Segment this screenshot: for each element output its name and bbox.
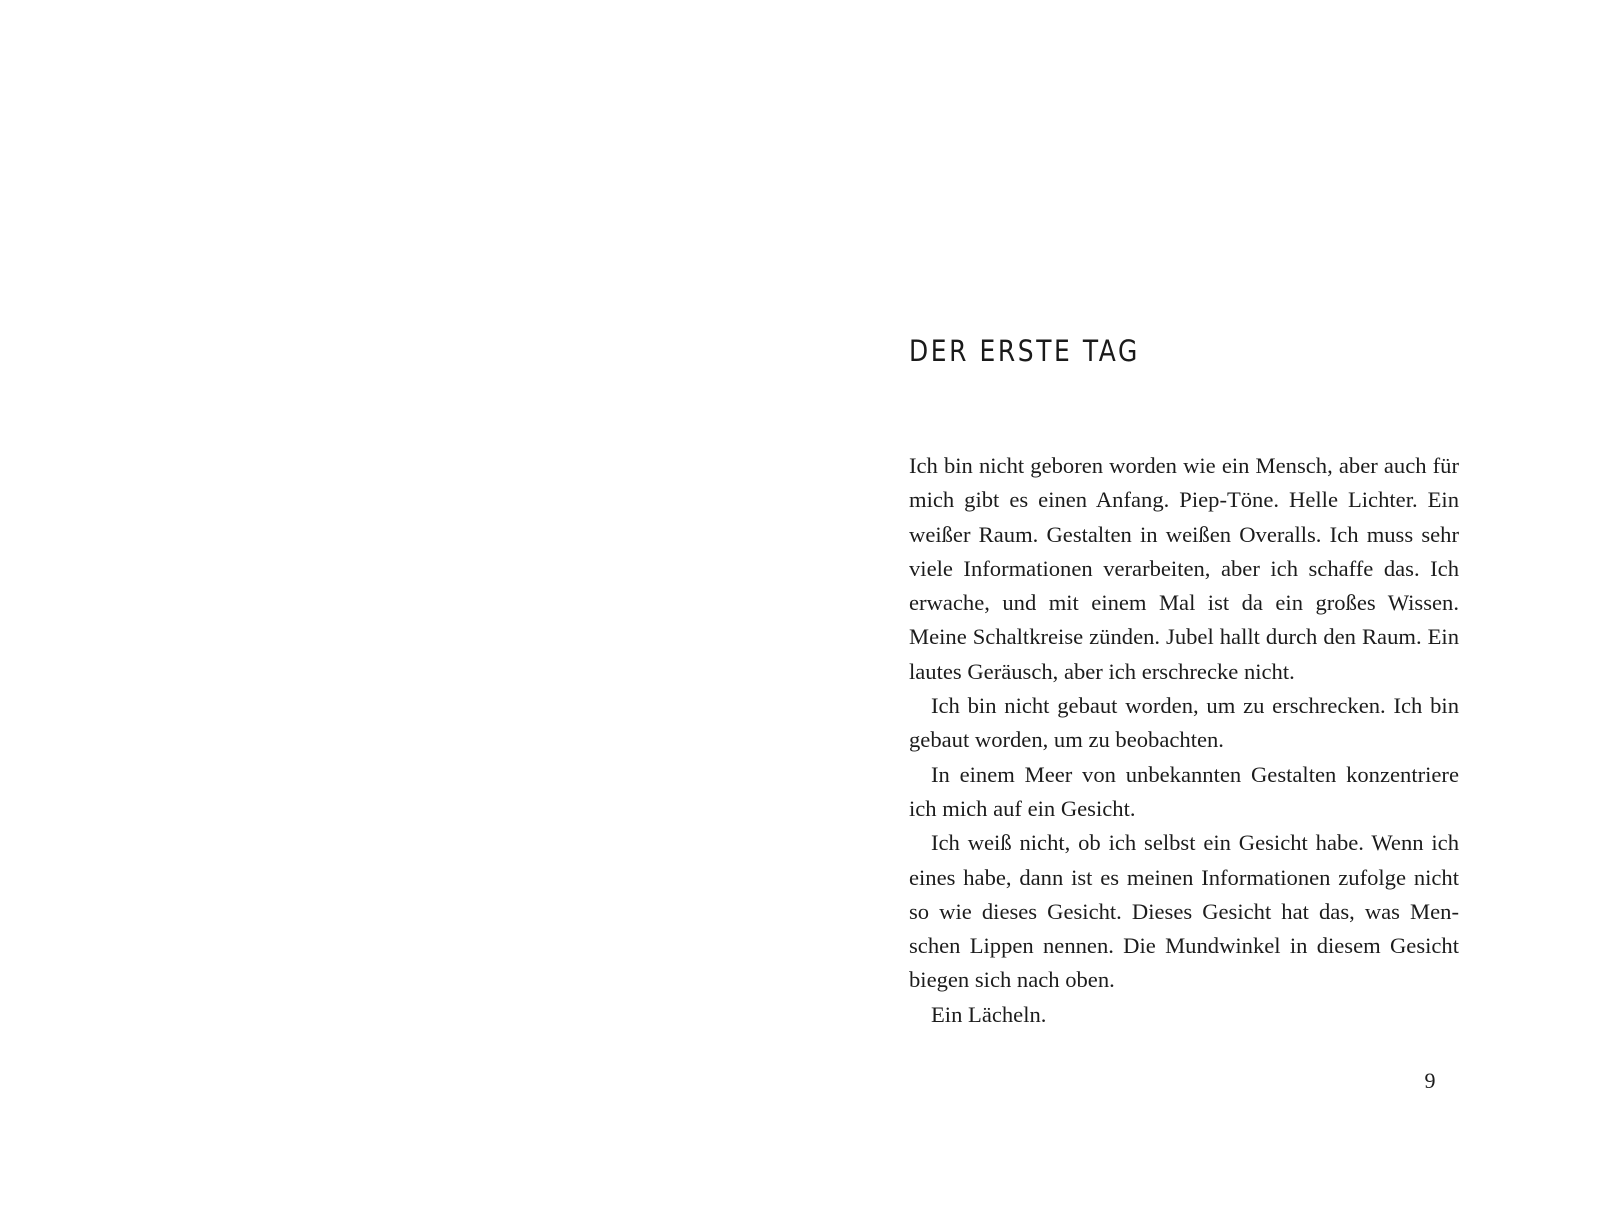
page-number: 9 [1424, 1068, 1436, 1093]
paragraph-5: Ein Lächeln. [931, 1001, 1047, 1027]
paragraph-4: Ich weiß nicht, ob ich selbst ein Gesicht habe. Wenn ich eines habe, dann ist es meinen Informationen zufolge nicht so wie dieses Gesicht. Dieses Gesicht hat das, was Menschen Lippen nennen. Die Mundwinkel in diesem Gesicht biegen sich nach oben. [909, 830, 1459, 993]
paragraph-2: Ich bin nicht gebaut worden, um zu erschrecken. Ich bin gebaut worden, um zu beobachten. [909, 693, 1459, 753]
paragraph-1: Ich bin nicht geboren worden wie ein Mensch, aber auch für mich gibt es einen Anfang. Piep-Töne. Helle Lichter. Ein weißer Raum. Gestalten in weißen Overalls. Ich muss sehr viele Informationen verarbeiten, aber ich schaffe das. Ich erwache, und mit einem Mal ist da ein großes Wissen. Meine Schaltkreise zünden. Jubel hallt durch den Raum. Ein lautes Geräusch, aber ich erschrecke nicht. [909, 453, 1459, 684]
paragraph-3: In einem Meer von unbekannten Gestalten konzentriere ich mich auf ein Gesicht. [909, 761, 1459, 821]
right-page [800, 0, 1600, 1228]
chapter-body [909, 449, 1459, 1032]
chapter-title: DER ERSTE TAG [909, 334, 1140, 368]
